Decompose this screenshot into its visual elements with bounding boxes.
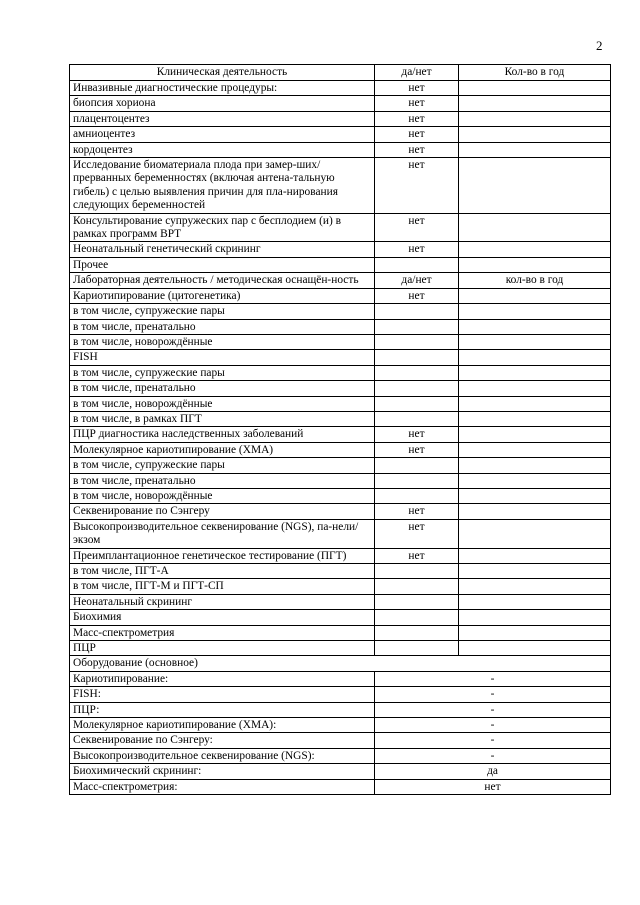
equipment-header-row (70, 656, 611, 671)
table-row (70, 334, 611, 349)
equipment-label: Масс-спектрометрия: (70, 779, 375, 794)
table-row (70, 519, 611, 548)
yes-no-cell: нет (375, 442, 459, 457)
equipment-row (70, 687, 611, 702)
activity-cell: Прочее (70, 257, 375, 272)
table-row (70, 142, 611, 157)
table-row (70, 442, 611, 457)
activity-cell: в том числе, новорождённые (70, 488, 375, 503)
table-row (70, 304, 611, 319)
count-cell (459, 504, 611, 519)
yes-no-cell (375, 641, 459, 656)
activity-cell: Исследование биоматериала плода при замер-ших/прерванных беременностях (включая антена-тальную гибель) с целью выявления причин для пла-нирования следующих беременностей (70, 158, 375, 214)
count-cell (459, 142, 611, 157)
table-row (70, 473, 611, 488)
activity-cell: в том числе, пренатально (70, 473, 375, 488)
equipment-row (70, 671, 611, 686)
equipment-value: нет (375, 779, 611, 794)
table-row (70, 564, 611, 579)
count-cell (459, 365, 611, 380)
yes-no-cell (375, 396, 459, 411)
activity-cell: Молекулярное кариотипирование (ХМА) (70, 442, 375, 457)
table-row (70, 111, 611, 126)
activity-cell: амниоцентез (70, 127, 375, 142)
yes-no-cell (375, 458, 459, 473)
count-cell (459, 641, 611, 656)
activity-cell: Секвенирование по Сэнгеру (70, 504, 375, 519)
table-row (70, 396, 611, 411)
activity-cell: Высокопроизводительное секвенирование (NGS), па-нели/экзом (70, 519, 375, 548)
equipment-header: Оборудование (основное) (70, 656, 611, 671)
table-row (70, 381, 611, 396)
yes-no-cell: нет (375, 288, 459, 303)
yes-no-cell (375, 579, 459, 594)
header-activity: Клиническая деятельность (70, 65, 375, 81)
equipment-label: FISH: (70, 687, 375, 702)
yes-no-cell: нет (375, 81, 459, 96)
equipment-row (70, 718, 611, 733)
activity-cell: в том числе, супружеские пары (70, 304, 375, 319)
equipment-label: ПЦР: (70, 702, 375, 717)
yes-no-cell: нет (375, 504, 459, 519)
activity-cell: Кариотипирование (цитогенетика) (70, 288, 375, 303)
lab-header-row (70, 273, 611, 288)
equipment-value: - (375, 733, 611, 748)
yes-no-cell: нет (375, 96, 459, 111)
count-cell (459, 111, 611, 126)
yes-no-cell: нет (375, 242, 459, 257)
activity-cell: в том числе, пренатально (70, 381, 375, 396)
count-cell (459, 594, 611, 609)
table-row (70, 319, 611, 334)
yes-no-cell (375, 350, 459, 365)
table-row (70, 242, 611, 257)
yes-no-cell (375, 625, 459, 640)
yes-no-cell (375, 594, 459, 609)
equipment-label: Биохимический скрининг: (70, 764, 375, 779)
count-cell (459, 548, 611, 563)
yes-no-cell: нет (375, 213, 459, 242)
count-cell (459, 257, 611, 272)
yes-no-cell (375, 381, 459, 396)
yes-no-cell (375, 610, 459, 625)
table-row (70, 411, 611, 426)
activity-cell: Преимплантационное генетическое тестирование (ПГТ) (70, 548, 375, 563)
table-row (70, 625, 611, 640)
yes-no-cell: нет (375, 519, 459, 548)
table-row (70, 365, 611, 380)
clinical-activity-table (69, 64, 611, 795)
activity-cell: в том числе, новорождённые (70, 396, 375, 411)
activity-cell: в том числе, в рамках ПГТ (70, 411, 375, 426)
equipment-row (70, 748, 611, 763)
table-row (70, 350, 611, 365)
activity-cell: плацентоцентез (70, 111, 375, 126)
table-row (70, 81, 611, 96)
count-cell (459, 625, 611, 640)
equipment-label: Высокопроизводительное секвенирование (NGS): (70, 748, 375, 763)
activity-cell: в том числе, супружеские пары (70, 458, 375, 473)
lab-header-count: кол-во в год (459, 273, 611, 288)
count-cell (459, 158, 611, 214)
count-cell (459, 242, 611, 257)
count-cell (459, 381, 611, 396)
table-row (70, 504, 611, 519)
activity-cell: Инвазивные диагностические процедуры: (70, 81, 375, 96)
table-row (70, 594, 611, 609)
yes-no-cell: нет (375, 158, 459, 214)
yes-no-cell (375, 319, 459, 334)
table-header-row (70, 65, 611, 81)
activity-cell: ПЦР диагностика наследственных заболеваний (70, 427, 375, 442)
yes-no-cell (375, 473, 459, 488)
yes-no-cell: нет (375, 142, 459, 157)
activity-cell: в том числе, новорождённые (70, 334, 375, 349)
activity-cell: FISH (70, 350, 375, 365)
yes-no-cell: нет (375, 111, 459, 126)
yes-no-cell (375, 411, 459, 426)
activity-cell: в том числе, ПГТ-А (70, 564, 375, 579)
equipment-value: - (375, 748, 611, 763)
activity-cell: Консультирование супружеских пар с бесплодием (и) в рамках программ ВРТ (70, 213, 375, 242)
count-cell (459, 288, 611, 303)
yes-no-cell: нет (375, 427, 459, 442)
equipment-value: - (375, 671, 611, 686)
equipment-label: Молекулярное кариотипирование (ХМА): (70, 718, 375, 733)
count-cell (459, 396, 611, 411)
count-cell (459, 127, 611, 142)
table-row (70, 257, 611, 272)
equipment-row (70, 779, 611, 794)
table-row (70, 548, 611, 563)
count-cell (459, 610, 611, 625)
activity-cell: Неонатальный скрининг (70, 594, 375, 609)
activity-cell: Биохимия (70, 610, 375, 625)
equipment-row (70, 733, 611, 748)
count-cell (459, 473, 611, 488)
yes-no-cell (375, 304, 459, 319)
table-row (70, 641, 611, 656)
table-row (70, 127, 611, 142)
activity-cell: Масс-спектрометрия (70, 625, 375, 640)
table-row (70, 458, 611, 473)
yes-no-cell (375, 334, 459, 349)
count-cell (459, 579, 611, 594)
activity-cell: в том числе, ПГТ-М и ПГТ-СП (70, 579, 375, 594)
header-count: Кол-во в год (459, 65, 611, 81)
count-cell (459, 488, 611, 503)
yes-no-cell (375, 365, 459, 380)
count-cell (459, 213, 611, 242)
equipment-label: Кариотипирование: (70, 671, 375, 686)
count-cell (459, 304, 611, 319)
table-body (70, 65, 611, 795)
activity-cell: в том числе, супружеские пары (70, 365, 375, 380)
table-row (70, 488, 611, 503)
activity-cell: кордоцентез (70, 142, 375, 157)
count-cell (459, 564, 611, 579)
yes-no-cell (375, 564, 459, 579)
table-row (70, 579, 611, 594)
count-cell (459, 81, 611, 96)
activity-cell: биопсия хориона (70, 96, 375, 111)
page-number: 2 (596, 38, 603, 53)
equipment-row (70, 702, 611, 717)
equipment-value: - (375, 702, 611, 717)
count-cell (459, 442, 611, 457)
yes-no-cell: нет (375, 127, 459, 142)
count-cell (459, 96, 611, 111)
table-row (70, 427, 611, 442)
activity-cell: Неонатальный генетический скрининг (70, 242, 375, 257)
yes-no-cell (375, 488, 459, 503)
lab-header-yes-no: да/нет (375, 273, 459, 288)
count-cell (459, 411, 611, 426)
table-row (70, 158, 611, 214)
table-row (70, 213, 611, 242)
count-cell (459, 458, 611, 473)
equipment-value: - (375, 718, 611, 733)
yes-no-cell (375, 257, 459, 272)
lab-header-activity: Лабораторная деятельность / методическая оснащён-ность (70, 273, 375, 288)
count-cell (459, 519, 611, 548)
yes-no-cell: нет (375, 548, 459, 563)
equipment-value: да (375, 764, 611, 779)
equipment-label: Секвенирование по Сэнгеру: (70, 733, 375, 748)
table-row (70, 96, 611, 111)
count-cell (459, 334, 611, 349)
equipment-row (70, 764, 611, 779)
count-cell (459, 350, 611, 365)
table-row (70, 610, 611, 625)
count-cell (459, 427, 611, 442)
table-row (70, 288, 611, 303)
activity-cell: в том числе, пренатально (70, 319, 375, 334)
activity-cell: ПЦР (70, 641, 375, 656)
count-cell (459, 319, 611, 334)
equipment-value: - (375, 687, 611, 702)
header-yes-no: да/нет (375, 65, 459, 81)
